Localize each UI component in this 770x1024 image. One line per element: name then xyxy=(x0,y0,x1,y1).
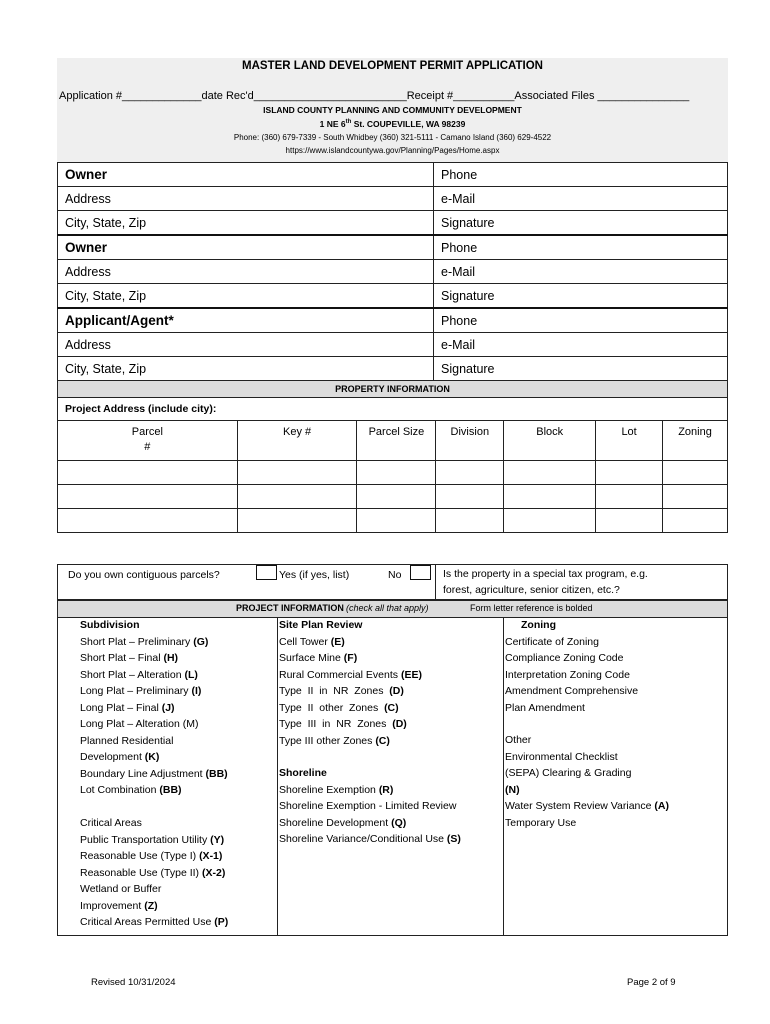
col-zoning: Zoning xyxy=(663,421,728,461)
parcel-size-cell[interactable] xyxy=(357,509,436,533)
checklist-item[interactable] xyxy=(80,766,228,783)
checklist-item-label: Certificate of Zoning xyxy=(505,635,599,648)
checklist-item[interactable] xyxy=(505,782,669,799)
checklist-item-label: Short Plat – Final xyxy=(80,652,164,664)
parcel-size-cell[interactable] xyxy=(357,485,436,509)
division-cell[interactable] xyxy=(436,461,504,485)
checklist-item[interactable] xyxy=(80,667,228,684)
checklist-item-label: Public Transportation Utility xyxy=(80,833,211,846)
checklist-item[interactable] xyxy=(80,650,228,667)
no-checkbox[interactable] xyxy=(410,565,431,580)
checklist-item[interactable] xyxy=(279,815,461,832)
contact-row xyxy=(58,211,728,236)
contact-row xyxy=(58,260,728,284)
checklist-item[interactable] xyxy=(505,815,669,832)
contiguous-question: Do you own contiguous parcels? xyxy=(68,569,220,581)
tax-question-line1: Is the property in a special tax program, e.g. xyxy=(443,568,648,580)
contacts-table xyxy=(57,162,728,381)
checklist-item-label: Shoreline Variance/Conditional Use xyxy=(279,833,447,845)
checklist-item-label: Plan Amendment xyxy=(505,701,585,714)
checklist-item[interactable] xyxy=(80,881,228,898)
yes-label: Yes (if yes, list) xyxy=(279,569,350,581)
checklist-item[interactable] xyxy=(505,732,669,749)
no-label: No xyxy=(388,569,402,581)
contact-email-field[interactable]: e-Mail xyxy=(434,333,728,357)
checklist-item[interactable] xyxy=(80,683,228,700)
contact-row xyxy=(58,357,728,381)
zoning-cell[interactable] xyxy=(663,509,728,533)
project-info-section xyxy=(57,600,728,936)
checklist-item[interactable] xyxy=(80,782,228,799)
checklist-item-label: Planned Residential xyxy=(80,734,174,747)
checklist-item-label: Rural Commercial Events xyxy=(279,668,401,681)
form-letter-code: (J) xyxy=(161,701,175,714)
department-url: https://www.islandcountywa.gov/Planning/Pages/Home.aspx xyxy=(285,146,500,155)
form-letter-code: (A) xyxy=(654,800,669,812)
checklist-item-label: Water System Review Variance xyxy=(505,800,655,812)
parcel-cell[interactable] xyxy=(58,461,238,485)
table-row xyxy=(58,485,728,509)
checklist-item[interactable] xyxy=(80,815,228,832)
checklist-item[interactable] xyxy=(505,765,669,782)
checklist-item-label: Surface Mine xyxy=(279,652,344,664)
key-cell[interactable] xyxy=(237,485,357,509)
checklist-item[interactable] xyxy=(80,832,228,849)
contact-title-field: Owner xyxy=(58,235,434,260)
contact-city-field[interactable]: City, State, Zip xyxy=(58,284,434,309)
form-letter-code: (L) xyxy=(184,668,198,681)
lot-cell[interactable] xyxy=(596,461,663,485)
property-table xyxy=(57,380,728,533)
checklist-item[interactable] xyxy=(279,650,461,667)
checklist-item-label: Development xyxy=(80,751,145,763)
contact-address-field[interactable]: Address xyxy=(58,333,434,357)
checklist-item[interactable] xyxy=(505,667,669,684)
form-letter-code: (H) xyxy=(163,652,179,664)
checklist-item[interactable] xyxy=(80,700,228,717)
site-plan-heading: Site Plan Review xyxy=(279,619,363,631)
zoning-cell[interactable] xyxy=(663,461,728,485)
checklist-item-label: Reasonable Use (Type I) xyxy=(80,850,200,862)
checklist-item[interactable] xyxy=(80,733,228,750)
project-address-field[interactable]: Project Address (include city): xyxy=(58,398,728,421)
checklist-item-label: Type III other Zones xyxy=(279,734,376,747)
parcel-cell[interactable] xyxy=(58,485,238,509)
checklist-item-label: Cell Tower xyxy=(279,635,331,648)
site-plan-column xyxy=(279,617,461,848)
table-row xyxy=(58,461,728,485)
checklist-item-label: Long Plat – Alteration (M) xyxy=(80,718,199,730)
col-lot: Lot xyxy=(596,421,663,461)
contact-signature-field[interactable]: Signature xyxy=(434,357,728,381)
checklist-item-label: Lot Combination xyxy=(80,784,160,796)
checklist-item[interactable] xyxy=(505,749,669,766)
shoreline-heading: Shoreline xyxy=(279,767,327,779)
checklist-item-label: Environmental Checklist xyxy=(505,750,618,763)
form-letter-code: (D) xyxy=(389,685,404,697)
checklist-item-label: Interpretation Zoning Code xyxy=(505,668,630,681)
contiguous-section xyxy=(57,564,728,600)
checklist-item[interactable] xyxy=(80,898,228,915)
form-letter-code: (Q) xyxy=(391,816,407,829)
checklist-item-label: Long Plat – Preliminary xyxy=(80,685,192,697)
contact-address-field[interactable]: Address xyxy=(58,260,434,284)
contact-row xyxy=(58,333,728,357)
form-letter-code: (S) xyxy=(446,833,461,845)
checklist-item[interactable] xyxy=(80,749,228,766)
contact-phone-field[interactable]: Phone xyxy=(434,163,728,187)
checklist-item-label: Critical Areas Permitted Use xyxy=(80,916,215,928)
checklist-item-label: Short Plat – Alteration xyxy=(80,668,185,681)
form-letter-code: (F) xyxy=(343,652,358,664)
checklist-item-label: (SEPA) Clearing & Grading xyxy=(505,767,632,779)
col-division: Division xyxy=(436,421,504,461)
checklist-item[interactable] xyxy=(505,798,669,815)
checklist-item[interactable] xyxy=(279,667,461,684)
contact-row xyxy=(58,187,728,211)
subdivision-heading: Subdivision xyxy=(80,619,140,631)
checklist-item[interactable] xyxy=(80,634,228,651)
col-parcel-size: Parcel Size xyxy=(357,421,436,461)
zoning-cell[interactable] xyxy=(663,485,728,509)
col-key: Key # xyxy=(237,421,357,461)
checklist-item-label: Improvement xyxy=(80,899,145,912)
form-letter-code: (N) xyxy=(505,783,520,796)
checklist-item[interactable] xyxy=(505,650,669,667)
contact-row xyxy=(58,163,728,187)
checklist-item-label: Shoreline Exemption - Limited Review xyxy=(279,800,457,812)
checklist-item[interactable] xyxy=(505,683,669,700)
form-letter-code: (R) xyxy=(378,783,394,796)
contact-signature-field[interactable]: Signature xyxy=(434,211,728,236)
checklist-item[interactable] xyxy=(279,831,461,848)
contact-title-field: Applicant/Agent* xyxy=(58,308,434,333)
contact-row xyxy=(58,284,728,309)
department-address: 1 NE 6th St. COUPEVILLE, WA 98239 xyxy=(319,119,466,129)
checklist-item[interactable] xyxy=(80,865,228,882)
block-cell[interactable] xyxy=(504,485,596,509)
checklist-item-label: Critical Areas xyxy=(80,817,142,829)
contact-row xyxy=(58,235,728,260)
division-cell[interactable] xyxy=(436,509,504,533)
contact-row xyxy=(58,308,728,333)
divider xyxy=(277,617,278,935)
checklist-item[interactable] xyxy=(80,848,228,865)
divider xyxy=(503,617,504,935)
checklist-item-label: Short Plat – Preliminary xyxy=(80,635,194,648)
checklist-item-label: Wetland or Buffer xyxy=(80,883,162,895)
contact-phone-field[interactable]: Phone xyxy=(434,308,728,333)
checklist-item-label: Shoreline Development xyxy=(279,816,392,829)
contact-title-field: Owner xyxy=(58,163,434,187)
form-letter-code: (P) xyxy=(214,916,229,928)
form-letter-code: (G) xyxy=(193,635,209,648)
checklist-item[interactable] xyxy=(279,634,461,651)
checklist-item-label: Temporary Use xyxy=(505,816,577,829)
checklist-item-label: Compliance Zoning Code xyxy=(505,652,624,664)
checklist-item[interactable] xyxy=(505,700,669,717)
checklist-item[interactable] xyxy=(279,782,461,799)
checklist-item-label: Shoreline Exemption xyxy=(279,783,379,796)
contact-signature-field[interactable]: Signature xyxy=(434,284,728,309)
tax-question-line2: forest, agriculture, senior citizen, etc.? xyxy=(443,584,620,596)
checklist-item[interactable] xyxy=(279,716,461,733)
form-letter-code: (X-1) xyxy=(199,850,223,862)
checklist-item-label: Long Plat – Final xyxy=(80,701,162,714)
zoning-column xyxy=(505,617,669,831)
key-cell[interactable] xyxy=(237,461,357,485)
checklist-item-label: Boundary Line Adjustment xyxy=(80,767,206,780)
form-letter-code: (I) xyxy=(191,685,202,697)
form-letter-code: (C) xyxy=(375,734,390,747)
form-letter-code: (D) xyxy=(392,718,407,730)
form-letter-code: (BB) xyxy=(205,767,228,780)
form-letter-code: (X-2) xyxy=(201,866,226,879)
project-info-banner xyxy=(58,601,727,618)
zoning-heading: Zoning xyxy=(521,619,556,631)
form-letter-code: (C) xyxy=(384,701,399,714)
contact-email-field[interactable]: e-Mail xyxy=(434,260,728,284)
form-letter-note: Form letter reference is bolded xyxy=(470,603,593,613)
yes-checkbox[interactable] xyxy=(256,565,277,580)
revised-date: Revised 10/31/2024 xyxy=(91,977,176,988)
checklist-item-label: Amendment Comprehensive xyxy=(505,685,639,697)
parcel-size-cell[interactable] xyxy=(357,461,436,485)
property-banner: PROPERTY INFORMATION xyxy=(58,381,728,398)
table-row xyxy=(58,509,728,533)
col-block: Block xyxy=(504,421,596,461)
form-letter-code: (Z) xyxy=(144,899,158,912)
lot-cell[interactable] xyxy=(596,509,663,533)
checklist-item-label: Type III in NR Zones xyxy=(279,718,393,730)
form-letter-code: (E) xyxy=(330,635,345,648)
checklist-item[interactable] xyxy=(279,798,461,815)
subdivision-column xyxy=(80,617,228,931)
division-cell[interactable] xyxy=(436,485,504,509)
checklist-item-label: Other xyxy=(505,734,532,746)
checklist-item[interactable] xyxy=(505,634,669,651)
checklist-item[interactable] xyxy=(279,683,461,700)
checklist-item-label: Reasonable Use (Type II) xyxy=(80,866,202,879)
parcel-cell[interactable] xyxy=(58,509,238,533)
checklist-item[interactable] xyxy=(80,914,228,931)
block-cell[interactable] xyxy=(504,461,596,485)
project-info-title: PROJECT INFORMATION xyxy=(236,603,344,613)
contact-address-field[interactable]: Address xyxy=(58,187,434,211)
form-letter-code: (K) xyxy=(144,751,160,763)
contact-email-field[interactable]: e-Mail xyxy=(434,187,728,211)
department-name: ISLAND COUNTY PLANNING AND COMMUNITY DEVELOPMENT xyxy=(263,105,522,115)
department-phones: Phone: (360) 679-7339 - South Whidbey (360) 321-5111 - Camano Island (360) 629-4522 xyxy=(233,133,552,142)
checklist-item[interactable] xyxy=(279,733,461,750)
contact-city-field[interactable]: City, State, Zip xyxy=(58,211,434,236)
checklist-item[interactable] xyxy=(80,716,228,733)
form-letter-code: (Y) xyxy=(210,833,225,846)
form-letter-code: (BB) xyxy=(159,784,182,796)
contact-city-field[interactable]: City, State, Zip xyxy=(58,357,434,381)
lot-cell[interactable] xyxy=(596,485,663,509)
form-letter-code: (EE) xyxy=(400,668,422,681)
checklist-item-label: Type II other Zones xyxy=(279,701,385,714)
checklist-item[interactable] xyxy=(279,700,461,717)
divider xyxy=(435,565,436,600)
col-parcel: Parcel # xyxy=(58,421,238,461)
form-title: MASTER LAND DEVELOPMENT PERMIT APPLICATION xyxy=(242,60,543,72)
checklist-item-label: Type II in NR Zones xyxy=(279,685,390,697)
block-cell[interactable] xyxy=(504,509,596,533)
page-number: Page 2 of 9 xyxy=(627,977,676,988)
key-cell[interactable] xyxy=(237,509,357,533)
check-all-note: (check all that apply) xyxy=(346,603,429,613)
application-line: Application #_____________date Rec'd_________________________Receipt #__________Associated Files _______________ xyxy=(59,90,690,102)
contact-phone-field[interactable]: Phone xyxy=(434,235,728,260)
